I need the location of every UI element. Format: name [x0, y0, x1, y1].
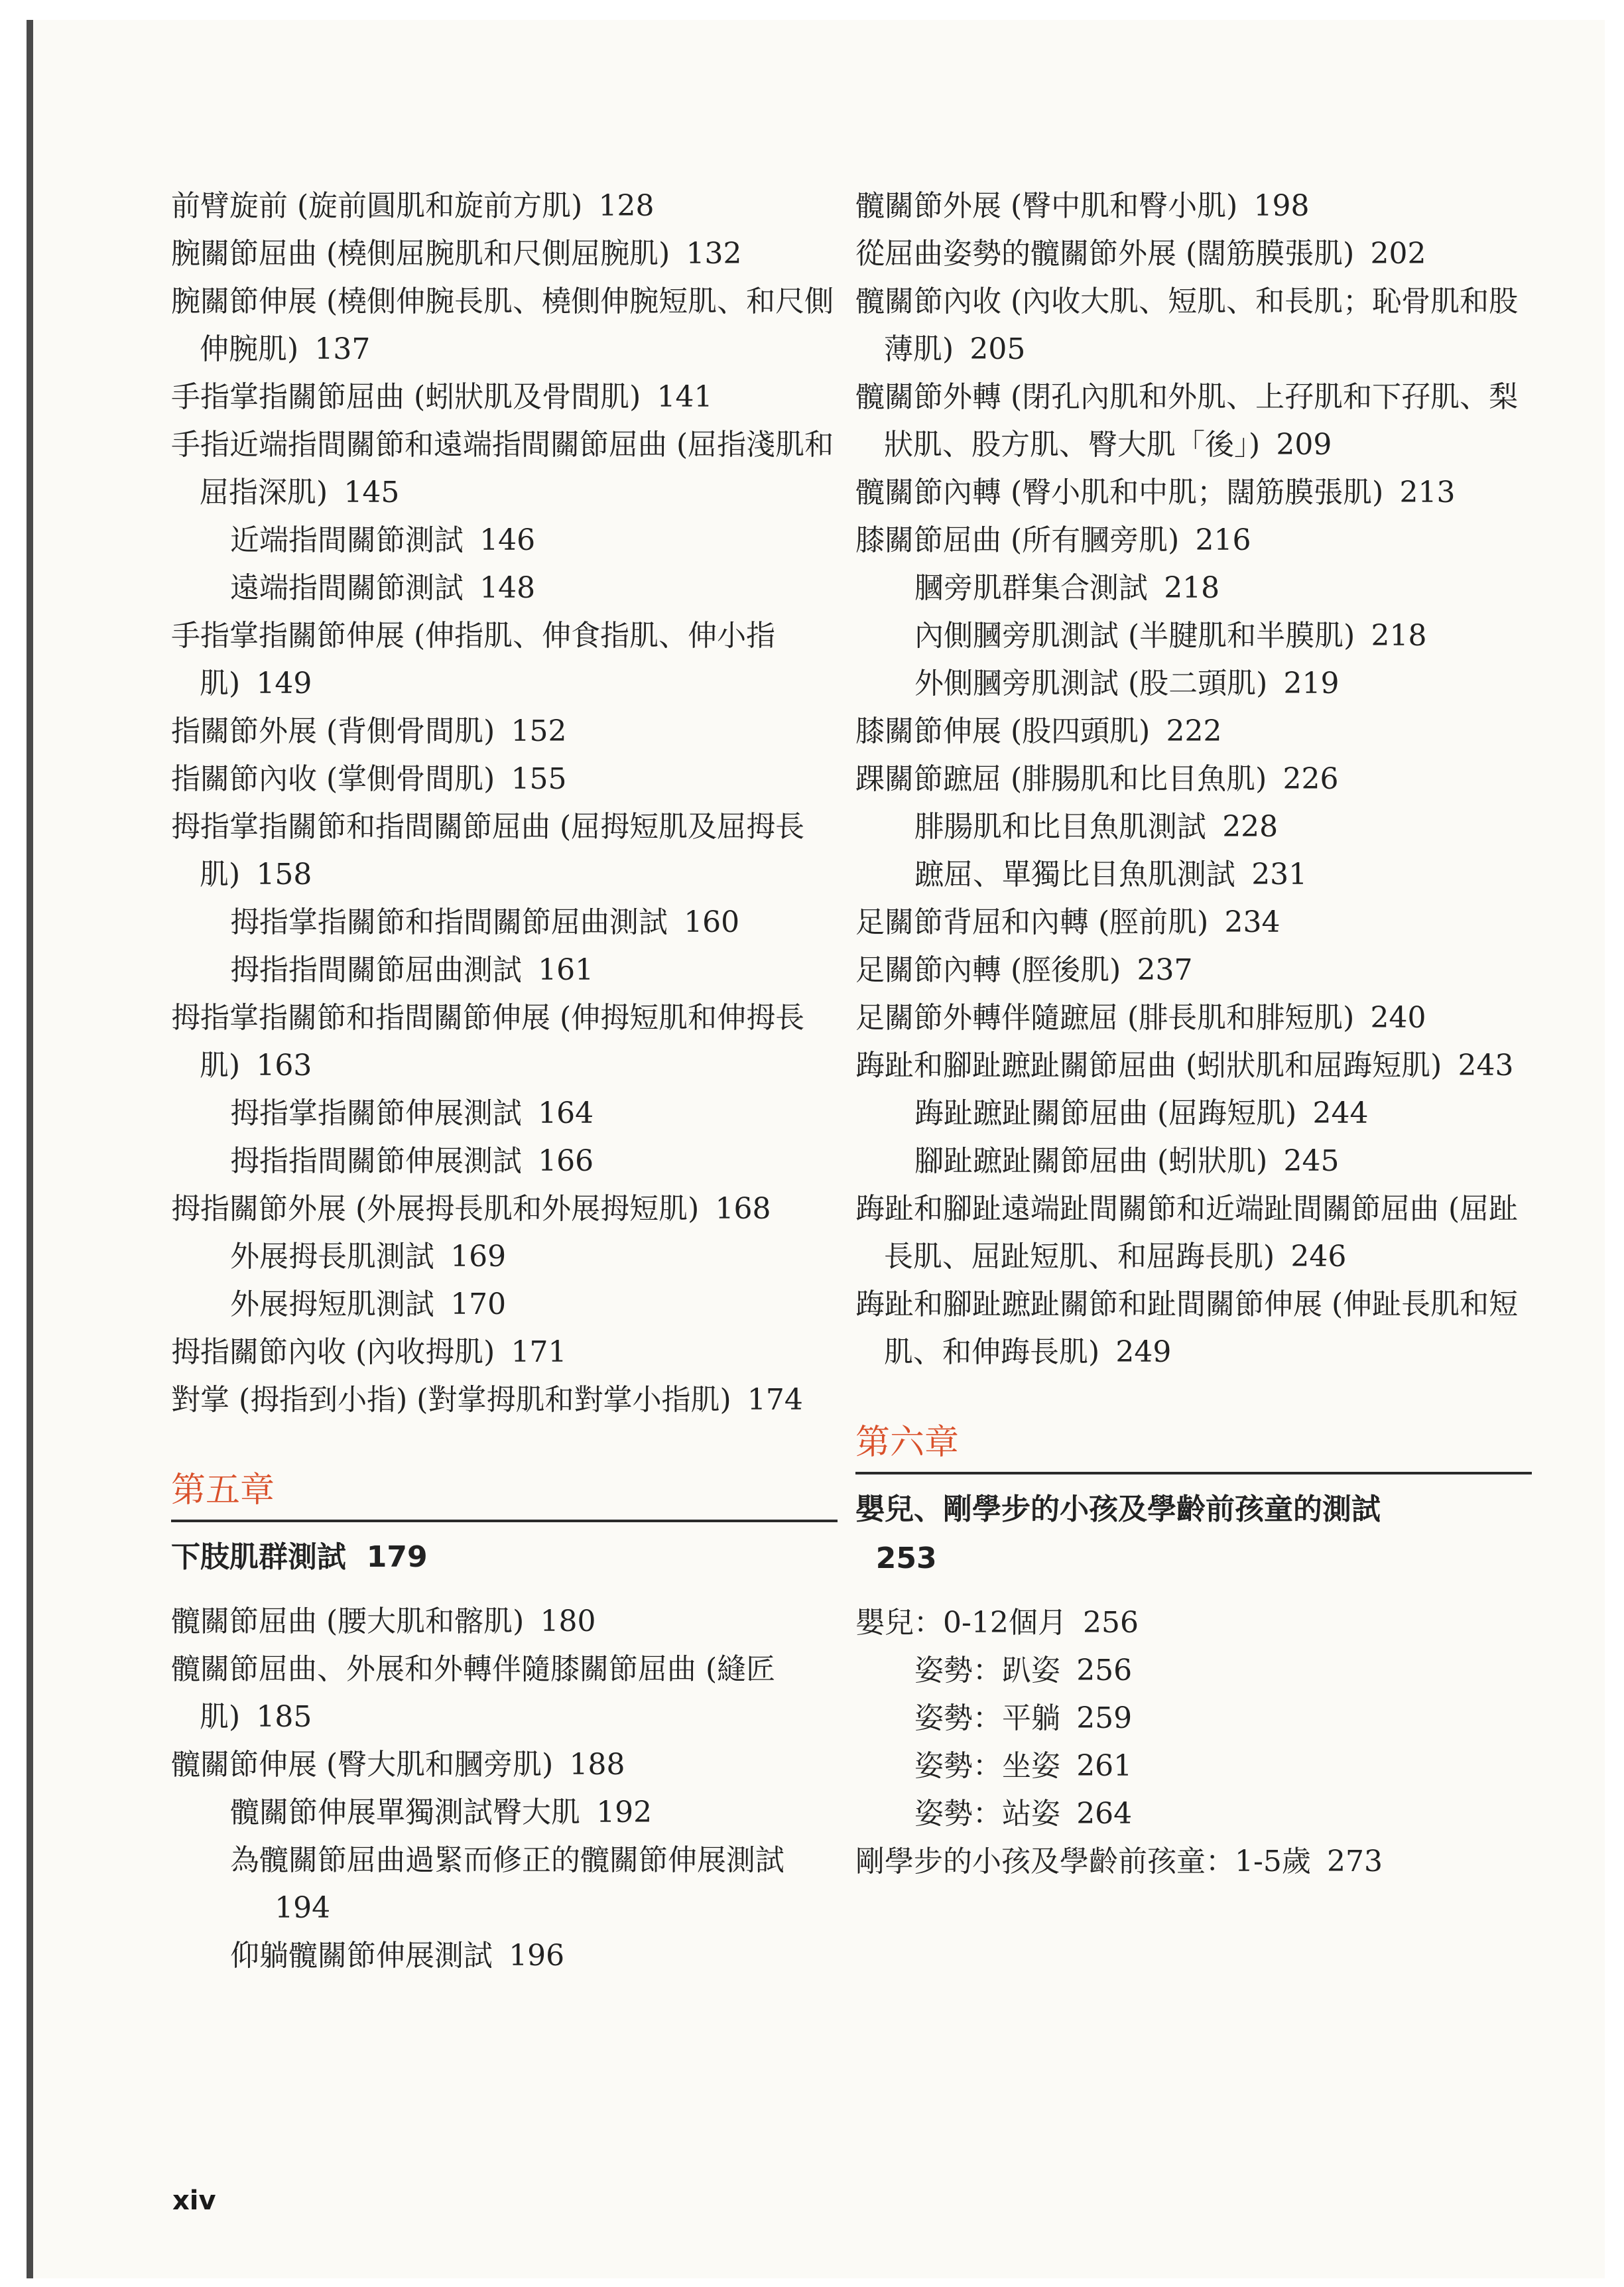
toc-entry-title: 腕關節伸展 (橈側伸腕長肌、橈側伸腕短肌、和尺側伸腕肌) — [171, 285, 834, 366]
toc-entry-list — [171, 182, 838, 1424]
chapter-title — [171, 1533, 838, 1582]
book-page — [27, 20, 1605, 2278]
toc-entry — [171, 564, 838, 612]
toc-entry — [171, 1646, 838, 1741]
toc-entry-page: 264 — [1076, 1797, 1133, 1831]
toc-entry-page: 180 — [540, 1604, 596, 1638]
toc-entry-title: 腳趾蹠趾關節屈曲 (蚓狀肌) — [914, 1144, 1268, 1178]
toc-entry — [855, 1838, 1532, 1886]
toc-entry-title: 踇趾和腳趾蹠趾關節屈曲 (蚓狀肌和屈踇短肌) — [855, 1049, 1442, 1082]
toc-entry-page: 169 — [450, 1240, 507, 1274]
toc-entry-page: 202 — [1370, 237, 1426, 271]
toc-entry-page: 170 — [450, 1287, 507, 1321]
toc-entry-title: 拇指關節外展 (外展拇長肌和外展拇短肌) — [171, 1192, 700, 1226]
toc-entry-page: 245 — [1283, 1144, 1340, 1178]
chapter-divider — [171, 1520, 838, 1522]
chapter-title — [855, 1485, 1399, 1583]
toc-entry-title: 腕關節屈曲 (橈側屈腕肌和尺側屈腕肌) — [171, 237, 670, 271]
toc-entry — [171, 803, 838, 899]
toc-entry-title: 拇指關節內收 (內收拇肌) — [171, 1335, 495, 1369]
toc-entry-page: 243 — [1458, 1049, 1514, 1082]
toc-entry-title: 足關節背屈和內轉 (脛前肌) — [855, 905, 1209, 939]
toc-entry-page: 256 — [1083, 1606, 1139, 1640]
toc-entry-page: 148 — [479, 571, 536, 605]
toc-entry-page: 152 — [511, 714, 567, 748]
toc-entry — [171, 612, 838, 708]
toc-entry — [171, 1138, 838, 1185]
toc-entry — [171, 1281, 838, 1329]
toc-entry-page: 256 — [1076, 1654, 1133, 1687]
toc-entry-title: 髖關節外展 (臀中肌和臀小肌) — [855, 189, 1238, 223]
toc-entry-title: 指關節內收 (掌側骨間肌) — [171, 762, 495, 796]
toc-entry-title: 拇指掌指關節和指間關節屈曲測試 — [230, 905, 668, 939]
toc-entry — [855, 1042, 1532, 1090]
toc-entry-title: 前臂旋前 (旋前圓肌和旋前方肌) — [171, 189, 583, 223]
toc-entry-page: 185 — [256, 1700, 312, 1734]
toc-entry-page: 222 — [1166, 714, 1222, 748]
chapter-label: 第五章 — [171, 1470, 275, 1510]
toc-entry-title: 髖關節屈曲 (腰大肌和髂肌) — [171, 1604, 525, 1638]
toc-left-column — [171, 182, 838, 1980]
toc-entry-page: 166 — [538, 1144, 594, 1178]
toc-entry-page: 137 — [314, 332, 371, 366]
toc-entry — [855, 1790, 1532, 1838]
toc-entry — [171, 278, 838, 373]
toc-entry-title: 姿勢：趴姿 — [914, 1654, 1060, 1687]
toc-entry-page: 226 — [1282, 762, 1339, 796]
chapter-entry-list — [171, 1598, 838, 1980]
toc-entry-title: 外展拇長肌測試 — [230, 1240, 434, 1274]
toc-entry — [855, 1647, 1532, 1695]
toc-entry-page: 218 — [1164, 571, 1220, 605]
toc-entry-title: 嬰兒：0-12個月 — [855, 1606, 1067, 1640]
toc-entry-title: 膝關節伸展 (股四頭肌) — [855, 714, 1151, 748]
toc-entry-page: 246 — [1290, 1240, 1347, 1274]
toc-right-column — [855, 182, 1532, 1886]
toc-entry-page: 160 — [684, 905, 740, 939]
toc-entry-title: 拇指指間關節伸展測試 — [230, 1144, 522, 1178]
toc-entry-title: 姿勢：站姿 — [914, 1797, 1060, 1831]
toc-entry-title: 髖關節外轉 (閉孔內肌和外肌、上孖肌和下孖肌、梨狀肌、股方肌、臀大肌「後」) — [855, 380, 1519, 462]
toc-entry — [171, 517, 838, 564]
toc-entry-title: 踇趾蹠趾關節屈曲 (屈踇短肌) — [914, 1096, 1297, 1130]
toc-entry-page: 171 — [511, 1335, 567, 1369]
toc-entry — [171, 994, 838, 1090]
toc-entry — [855, 1090, 1532, 1138]
chapter-divider — [855, 1472, 1532, 1474]
toc-entry-title: 手指掌指關節伸展 (伸指肌、伸食指肌、伸小指肌) — [171, 619, 776, 700]
toc-entry — [855, 1695, 1532, 1742]
toc-entry — [855, 803, 1532, 851]
toc-entry — [855, 517, 1532, 564]
toc-entry-page: 209 — [1276, 428, 1332, 462]
toc-entry-title: 姿勢：坐姿 — [914, 1749, 1060, 1783]
toc-entry-page: 168 — [715, 1192, 771, 1226]
toc-entry — [855, 1185, 1532, 1281]
toc-entry — [171, 373, 838, 421]
toc-entry — [855, 564, 1532, 612]
toc-entry-page: 216 — [1195, 523, 1251, 557]
toc-entry-title: 從屈曲姿勢的髖關節外展 (闊筋膜張肌) — [855, 237, 1355, 271]
toc-entry-title: 剛學步的小孩及學齡前孩童：1-5歲 — [855, 1845, 1311, 1878]
toc-entry — [171, 182, 838, 230]
toc-entry — [855, 851, 1532, 899]
toc-entry-page: 273 — [1327, 1845, 1383, 1878]
toc-entry — [855, 1599, 1532, 1647]
toc-entry — [171, 230, 838, 278]
toc-entry-page: 141 — [656, 380, 713, 414]
toc-entry-page: 128 — [598, 189, 655, 223]
toc-entry — [171, 1185, 838, 1233]
toc-entry-title: 膝關節屈曲 (所有膕旁肌) — [855, 523, 1180, 557]
toc-entry-page: 196 — [509, 1939, 565, 1973]
toc-entry-title: 髖關節伸展單獨測試臀大肌 — [230, 1796, 580, 1829]
toc-entry-page: 161 — [538, 953, 594, 987]
toc-entry-title: 外展拇短肌測試 — [230, 1287, 434, 1321]
toc-entry — [855, 612, 1532, 660]
chapter-5-section — [171, 1464, 838, 1980]
toc-entry — [855, 947, 1532, 994]
toc-entry-title: 手指掌指關節屈曲 (蚓狀肌及骨間肌) — [171, 380, 641, 414]
toc-entry — [855, 182, 1532, 230]
toc-entry-page: 164 — [538, 1096, 594, 1130]
chapter-title-page: 253 — [875, 1541, 937, 1575]
toc-entry-page: 219 — [1283, 667, 1340, 700]
toc-entry-page: 228 — [1222, 810, 1279, 844]
toc-entry-title: 足關節內轉 (脛後肌) — [855, 953, 1121, 987]
toc-entry — [855, 469, 1532, 517]
toc-entry-title: 仰躺髖關節伸展測試 — [230, 1939, 493, 1973]
toc-entry-page: 237 — [1137, 953, 1193, 987]
toc-entry-title: 踇趾和腳趾蹠趾關節和趾間關節伸展 (伸趾長肌和短肌、和伸踇長肌) — [855, 1287, 1519, 1369]
toc-entry — [171, 1741, 838, 1789]
toc-entry — [171, 1329, 838, 1376]
toc-entry-title: 對掌 (拇指到小指) (對掌拇肌和對掌小指肌) — [171, 1383, 731, 1417]
toc-entry — [171, 947, 838, 994]
toc-entry — [171, 1233, 838, 1281]
toc-entry — [855, 708, 1532, 755]
toc-entry-title: 遠端指間關節測試 — [230, 571, 464, 605]
toc-entry-title: 拇指指間關節屈曲測試 — [230, 953, 522, 987]
chapter-title-page: 179 — [366, 1540, 428, 1574]
toc-entry-page: 194 — [275, 1891, 331, 1925]
toc-entry-title: 指關節外展 (背側骨間肌) — [171, 714, 495, 748]
toc-entry-title: 蹠屈、單獨比目魚肌測試 — [914, 858, 1235, 891]
toc-entry-title: 腓腸肌和比目魚肌測試 — [914, 810, 1206, 844]
toc-entry-title: 拇指掌指關節和指間關節伸展 (伸拇短肌和伸拇長肌) — [171, 1001, 805, 1082]
toc-entry-page: 145 — [344, 476, 400, 509]
chapter-entry-list — [855, 1599, 1532, 1886]
toc-entry — [855, 1742, 1532, 1790]
toc-entry — [855, 755, 1532, 803]
toc-entry-page: 155 — [511, 762, 567, 796]
toc-entry-title: 踝關節蹠屈 (腓腸肌和比目魚肌) — [855, 762, 1267, 796]
toc-entry-page: 192 — [596, 1796, 653, 1829]
toc-entry-page: 240 — [1370, 1001, 1426, 1035]
toc-entry — [855, 230, 1532, 278]
toc-entry-page: 205 — [969, 332, 1026, 366]
toc-entry-page: 249 — [1115, 1335, 1172, 1369]
chapter-title-text: 下肢肌群測試 — [171, 1540, 346, 1574]
toc-entry-page: 188 — [569, 1748, 625, 1782]
toc-entry-title: 近端指間關節測試 — [230, 523, 464, 557]
toc-entry-title: 拇指掌指關節和指間關節屈曲 (屈拇短肌及屈拇長肌) — [171, 810, 805, 891]
toc-entry-title: 手指近端指間關節和遠端指間關節屈曲 (屈指淺肌和屈指深肌) — [171, 428, 834, 509]
page-number: xiv — [172, 2186, 216, 2216]
toc-entry-title: 膕旁肌群集合測試 — [914, 571, 1148, 605]
toc-entry-title: 髖關節內轉 (臀小肌和中肌；闊筋膜張肌) — [855, 476, 1384, 509]
toc-entry — [855, 899, 1532, 947]
toc-entry — [171, 1789, 838, 1837]
toc-entry-list — [855, 182, 1532, 1376]
toc-entry-title: 拇指掌指關節伸展測試 — [230, 1096, 522, 1130]
toc-entry — [855, 373, 1532, 469]
toc-entry — [855, 660, 1532, 708]
toc-entry-title: 踇趾和腳趾遠端趾間關節和近端趾間關節屈曲 (屈趾長肌、屈趾短肌、和屈踇長肌) — [855, 1192, 1519, 1274]
toc-entry — [171, 1598, 838, 1646]
toc-entry-title: 外側膕旁肌測試 (股二頭肌) — [914, 667, 1268, 700]
toc-entry-page: 163 — [256, 1049, 312, 1082]
chapter-title-text: 嬰兒、剛學步的小孩及學齡前孩童的測試 — [855, 1492, 1381, 1526]
chapter-6-section — [855, 1416, 1532, 1886]
chapter-label: 第六章 — [855, 1423, 960, 1463]
toc-entry — [855, 994, 1532, 1042]
toc-entry-page: 234 — [1224, 905, 1280, 939]
toc-entry — [171, 708, 838, 755]
toc-entry — [171, 755, 838, 803]
toc-entry-title: 髖關節伸展 (臀大肌和膕旁肌) — [171, 1748, 554, 1782]
toc-entry-title: 為髖關節屈曲過緊而修正的髖關節伸展測試 — [230, 1843, 784, 1877]
toc-entry — [855, 278, 1532, 373]
toc-entry-page: 174 — [747, 1383, 803, 1417]
toc-entry-title: 髖關節屈曲、外展和外轉伴隨膝關節屈曲 (縫匠肌) — [171, 1652, 776, 1734]
toc-entry-page: 261 — [1076, 1749, 1133, 1783]
toc-entry-page: 231 — [1251, 858, 1308, 891]
toc-entry-page: 198 — [1253, 189, 1310, 223]
toc-entry — [171, 1376, 838, 1424]
toc-entry-page: 132 — [686, 237, 742, 271]
toc-entry — [171, 421, 838, 517]
toc-entry-title: 髖關節內收 (內收大肌、短肌、和長肌；恥骨肌和股薄肌) — [855, 285, 1519, 366]
toc-entry-title: 內側膕旁肌測試 (半腱肌和半膜肌) — [914, 619, 1355, 653]
toc-entry-title: 姿勢：平躺 — [914, 1701, 1060, 1735]
toc-entry — [855, 1138, 1532, 1185]
toc-entry — [171, 1837, 838, 1932]
toc-entry — [171, 1932, 838, 1980]
toc-entry — [171, 1090, 838, 1138]
toc-entry — [171, 899, 838, 947]
toc-entry — [855, 1281, 1532, 1376]
toc-entry-page: 146 — [479, 523, 536, 557]
toc-entry-page: 244 — [1312, 1096, 1369, 1130]
toc-entry-page: 213 — [1399, 476, 1456, 509]
toc-entry-page: 149 — [256, 667, 312, 700]
toc-entry-page: 259 — [1076, 1701, 1133, 1735]
toc-entry-title: 足關節外轉伴隨蹠屈 (腓長肌和腓短肌) — [855, 1001, 1355, 1035]
toc-entry-page: 158 — [256, 858, 312, 891]
toc-entry-page: 218 — [1371, 619, 1427, 653]
